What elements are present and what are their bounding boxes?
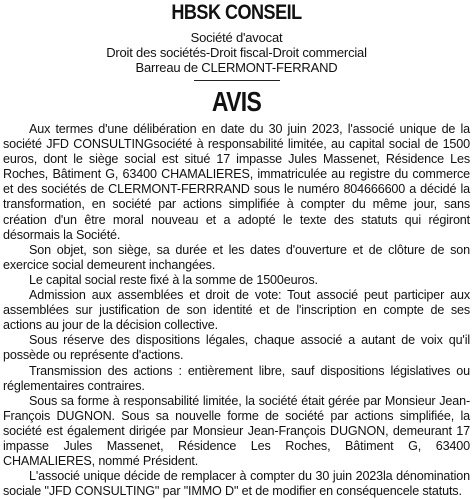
paragraph-transmission: Transmission des actions : entièrement libre, sauf dispositions législatives ou réglementaires contraires. bbox=[3, 363, 470, 393]
paragraph-management: Sous sa forme à responsabilité limitée, la société était gérée par Monsieur Jean-François DUGNON. Sous sa nouvelle forme de société par actions simplifiée, la société est également dirigée par Monsieur Jean-François DUGNON, demeurant 17 impasse Jules Massenet, Résidence Les Roches, Bâtiment G, 63400 CHAMALIERES, nommé Président. bbox=[3, 393, 470, 469]
notice-body bbox=[3, 122, 470, 499]
firm-specialties: Droit des sociétés-Droit fiscal-Droit commercial bbox=[106, 45, 367, 60]
notice-title: AVIS bbox=[211, 86, 262, 117]
paragraph-name-change: L'associé unique décide de remplacer à compter du 30 juin 2023la dénomination sociale "JFD CONSULTING" par "IMMO D" et de modifier en conséquencele statuts. bbox=[3, 469, 470, 499]
firm-name: HBSK CONSEIL bbox=[171, 1, 302, 24]
paragraph-admission: Admission aux assemblées et droit de vote: Tout associé peut participer aux assemblées sur justification de son identité et de l'inscription en compte de ses actions au jour de la décision collective. bbox=[3, 288, 470, 333]
firm-type: Société d'avocat bbox=[190, 30, 283, 45]
paragraph-deliberation: Aux termes d'une délibération en date du 30 juin 2023, l'associé unique de la société JFD CONSULTINGsociété à responsabilité limitée, au capital social de 1500 euros, dont le siège social est situé 17 impasse Jules Massenet, Résidence Les Roches, Bâtiment G, 63400 CHAMALIERES, immatriculée au registre du commerce et des sociétés de CLERMONT-FERRRAND sous le numéro 804666600 a décidé la transformation, en société par actions simplifiée à compter du même jour, sans création d'un être moral nouveau et a adopté le texte des statuts qui régiront désormais la Société. bbox=[3, 122, 470, 242]
paragraph-object: Son objet, son siège, sa durée et les dates d'ouverture et de clôture de son exercice social demeurent inchangées. bbox=[3, 242, 470, 272]
firm-bar: Barreau de CLERMONT-FERRAND bbox=[135, 60, 338, 75]
header-divider bbox=[194, 80, 280, 81]
paragraph-voting: Sous réserve des dispositions légales, chaque associé a autant de voix qu'il possède ou représente d'actions. bbox=[3, 333, 470, 363]
paragraph-capital: Le capital social reste fixé à la somme de 1500euros. bbox=[29, 272, 318, 287]
